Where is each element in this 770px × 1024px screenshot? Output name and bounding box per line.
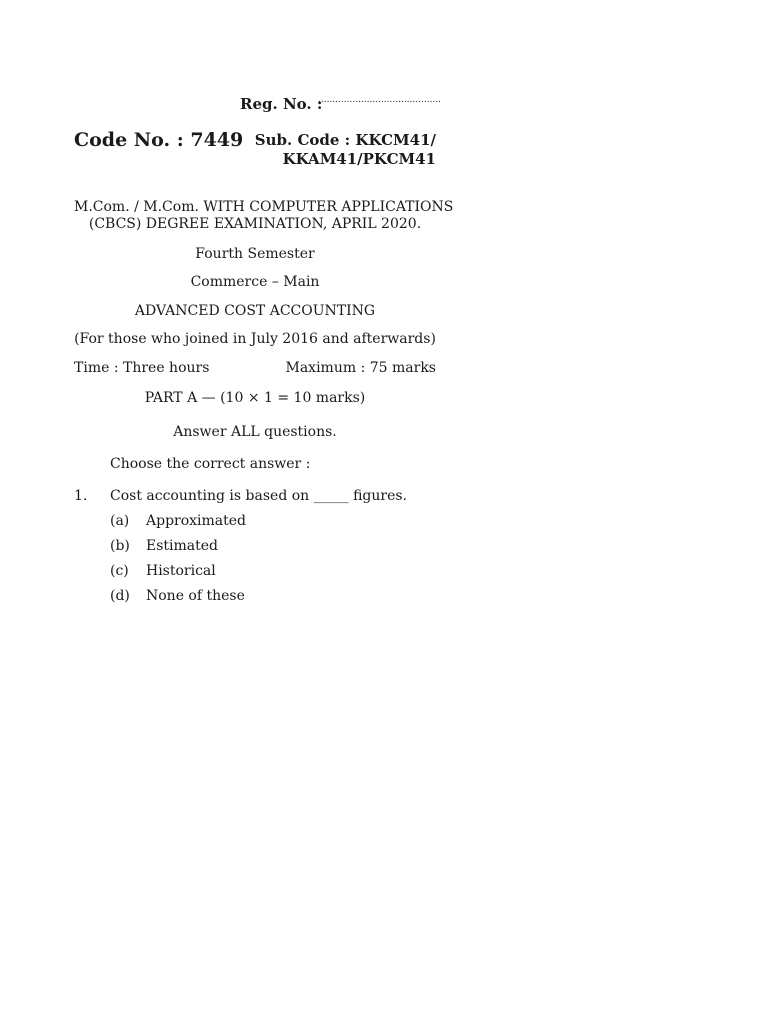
eligibility-note: (For those who joined in July 2016 and afterwards)	[74, 331, 436, 347]
max-marks: Maximum : 75 marks	[285, 360, 436, 376]
subject-title: ADVANCED COST ACCOUNTING	[134, 303, 376, 319]
exam-time: Time : Three hours	[74, 360, 210, 376]
part-a-instruction: Answer ALL questions.	[173, 424, 337, 440]
reg-no-label: Reg. No. :	[240, 95, 323, 113]
exam-title-line2: (CBCS) DEGREE EXAMINATION, APRIL 2020.	[88, 216, 422, 232]
sub-code-line2: KKAM41/PKCM41	[282, 150, 436, 168]
question-text: Cost accounting is based on _____ figures.	[110, 488, 408, 504]
option-label: (b)	[110, 538, 130, 554]
semester: Fourth Semester	[195, 246, 315, 262]
sub-instruction: Choose the correct answer :	[110, 456, 311, 472]
stream: Commerce – Main	[190, 274, 320, 290]
code-number: Code No. : 7449	[74, 129, 244, 151]
option-text: Approximated	[146, 513, 247, 529]
sub-code-line1: Sub. Code : KKCM41/	[254, 131, 436, 149]
option-label: (d)	[110, 588, 130, 604]
option-text: Estimated	[146, 538, 219, 554]
question-number: 1.	[74, 488, 88, 504]
option-text: None of these	[146, 588, 245, 604]
option-text: Historical	[146, 563, 216, 579]
option-label: (c)	[110, 563, 129, 579]
part-a-heading: PART A — (10 × 1 = 10 marks)	[144, 390, 366, 406]
exam-title-line1: M.Com. / M.Com. WITH COMPUTER APPLICATIONS	[74, 199, 454, 215]
option-label: (a)	[110, 513, 130, 529]
reg-no-dots: ...........................................	[318, 95, 442, 105]
